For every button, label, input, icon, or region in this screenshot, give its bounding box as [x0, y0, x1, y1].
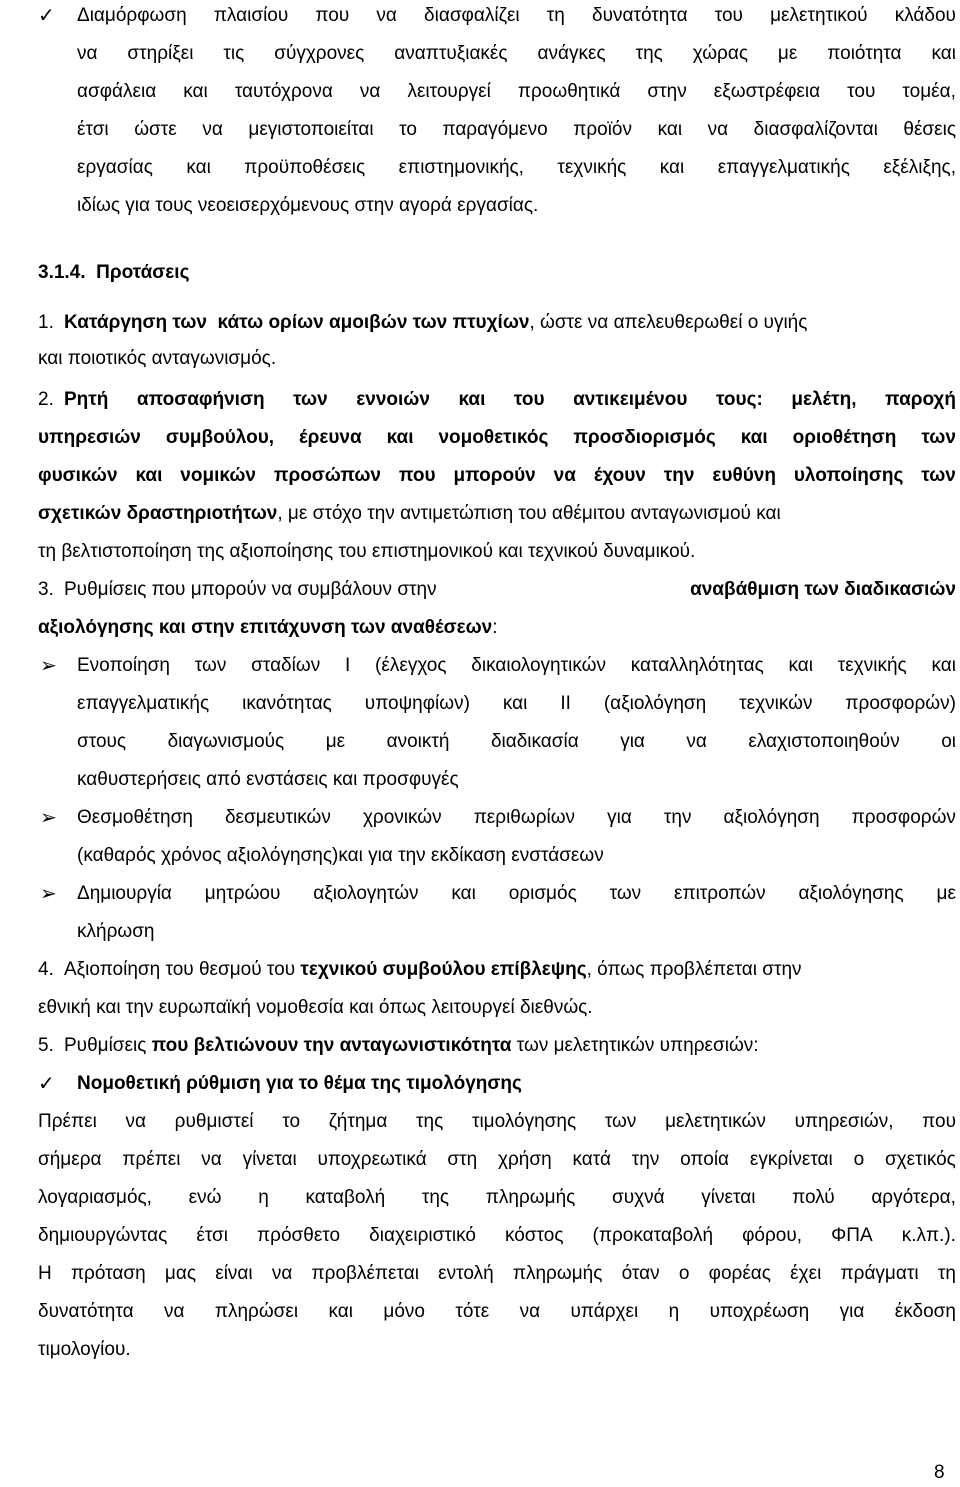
body-line: τιμολογίου. [38, 1339, 131, 1360]
item-3-bold-2: αξιολόγησης και στην επιτάχυνση των αναθέσεων [38, 617, 493, 638]
item-number: 1. [38, 312, 54, 333]
item-1-line-2: και ποιοτικός ανταγωνισμός. [38, 348, 277, 369]
item-5-plain: Ρυθμίσεις [64, 1035, 152, 1056]
bullet-line: Θεσμοθέτηση δεσμευτικών χρονικών περιθωρίων για την αξιολόγηση προσφορών [77, 807, 956, 828]
item-2-line: φυσικών και νομικών προσώπων που μπορούν να έχουν την ευθύνη υλοποίησης των [38, 465, 956, 486]
intro-line: έτσι ώστε να μεγιστοποιείται το παραγόμενο προϊόν και να διασφαλίζονται θέσεις [77, 119, 956, 140]
item-1-rest: , ώστε να απελευθερωθεί ο υγιής [529, 312, 808, 333]
intro-line: να στηρίξει τις σύγχρονες αναπτυξιακές ανάγκες της χώρας με ποιότητα και [77, 43, 956, 64]
item-3-colon: : [492, 617, 498, 638]
item-number: 5. [38, 1035, 54, 1056]
body-line: Η πρόταση μας είναι να προβλέπεται εντολή πληρωμής όταν ο φορέας έχει πράγματι τη [38, 1263, 956, 1284]
intro-line: εργασίας και προϋποθέσεις επιστημονικής, τεχνικής και επαγγελματικής εξέλιξης, [77, 157, 956, 178]
arrow-bullet-icon: ➢ [40, 655, 57, 677]
item-number: 3. [38, 579, 54, 600]
body-line: δυνατότητα να πληρώσει και μόνο τότε να υπάρχει η υποχρέωση για έκδοση [38, 1301, 956, 1322]
section-number: 3.1.4. [38, 262, 86, 283]
arrow-bullet-icon: ➢ [40, 807, 57, 829]
item-4-line [64, 958, 802, 982]
item-5-line [64, 1034, 759, 1058]
item-4-line-2: εθνική και την ευρωπαϊκή νομοθεσία και όπως λειτουργεί διεθνώς. [38, 997, 593, 1018]
intro-line: ασφάλεια και ταυτόχρονα να λειτουργεί προωθητικά στην εξωστρέφεια του τομέα, [77, 81, 956, 102]
body-line: λογαριασμός, ενώ η καταβολή της πληρωμής συχνά γίνεται πολύ αργότερα, [38, 1187, 956, 1208]
item-4-bold: τεχνικού συμβούλου επίβλεψης [300, 959, 587, 980]
item-4-rest: , όπως προβλέπεται στην [586, 959, 802, 980]
item-3-line [64, 578, 956, 602]
item-2-rest: , με στόχο την αντιμετώπιση του αθέμιτου ανταγωνισμού και [277, 503, 781, 524]
intro-line: Διαμόρφωση πλαισίου που να διασφαλίζει τη δυνατότητα του μελετητικού κλάδου [77, 5, 956, 26]
item-3-plain: Ρυθμίσεις που μπορούν να συμβάλουν στην [64, 579, 437, 600]
bullet-line: επαγγελματικής ικανότητας υποψηφίων) και ΙΙ (αξιολόγηση τεχνικών προσφορών) [77, 693, 956, 714]
bullet-line: στους διαγωνισμούς με ανοικτή διαδικασία για να ελαχιστοποιηθούν οι [77, 731, 956, 752]
bullet-line: (καθαρός χρόνος αξιολόγησης)και για την εκδίκαση ενστάσεων [77, 845, 604, 866]
section-heading [38, 261, 189, 285]
item-2-bold: σχετικών δραστηριοτήτων [38, 503, 278, 524]
intro-line: ιδίως για τους νεοεισερχόμενους στην αγορά εργασίας. [77, 195, 539, 216]
bullet-line: Ενοποίηση των σταδίων Ι (έλεγχος δικαιολογητικών καταλληλότητας και τεχνικής και [77, 655, 956, 676]
item-3-bold: αναβάθμιση των διαδικασιών [690, 579, 956, 600]
item-3-line-2 [38, 616, 497, 640]
item-2-line: τη βελτιστοποίηση της αξιοποίησης του επιστημονικού και τεχνικού δυναμικού. [38, 541, 696, 562]
item-4-plain: Αξιοποίηση του θεσμού του [64, 959, 296, 980]
item-number: 4. [38, 959, 54, 980]
item-1-line [64, 311, 807, 335]
body-line: σήμερα πρέπει να γίνεται υποχρεωτικά στη χρήση κατά την οποία εγκρίνεται ο σχετικός [38, 1149, 956, 1170]
checkmark-icon: ✓ [38, 1073, 55, 1095]
checkmark-icon: ✓ [38, 5, 55, 27]
item-5-rest: των μελετητικών υπηρεσιών: [511, 1035, 759, 1056]
subsection-title: Νομοθετική ρύθμιση για το θέμα της τιμολόγησης [77, 1073, 522, 1094]
bullet-line: καθυστερήσεις από ενστάσεις και προσφυγές [77, 769, 459, 790]
body-line: δημιουργώντας έτσι πρόσθετο διαχειριστικό κόστος (προκαταβολή φόρου, ΦΠΑ κ.λπ.). [38, 1225, 956, 1246]
item-1-bold: Κατάργηση των κάτω ορίων αμοιβών των πτυχίων [64, 312, 530, 333]
item-5-bold: που βελτιώνουν την ανταγωνιστικότητα [151, 1035, 512, 1056]
item-2-line: Ρητή αποσαφήνιση των εννοιών και του αντικειμένου τους: μελέτη, παροχή [64, 389, 956, 410]
body-line: Πρέπει να ρυθμιστεί το ζήτημα της τιμολόγησης των μελετητικών υπηρεσιών, που [38, 1111, 956, 1132]
item-2-line [38, 502, 781, 526]
page-number: 8 [934, 1462, 945, 1483]
bullet-line: Δημιουργία μητρώου αξιολογητών και ορισμός των επιτροπών αξιολόγησης με [77, 883, 956, 904]
arrow-bullet-icon: ➢ [40, 883, 57, 905]
bullet-line: κλήρωση [77, 921, 155, 942]
section-title: Προτάσεις [96, 262, 190, 283]
item-number: 2. [38, 389, 54, 410]
item-2-line: υπηρεσιών συμβούλου, έρευνα και νομοθετικός προσδιορισμός και οριοθέτηση των [38, 427, 956, 448]
